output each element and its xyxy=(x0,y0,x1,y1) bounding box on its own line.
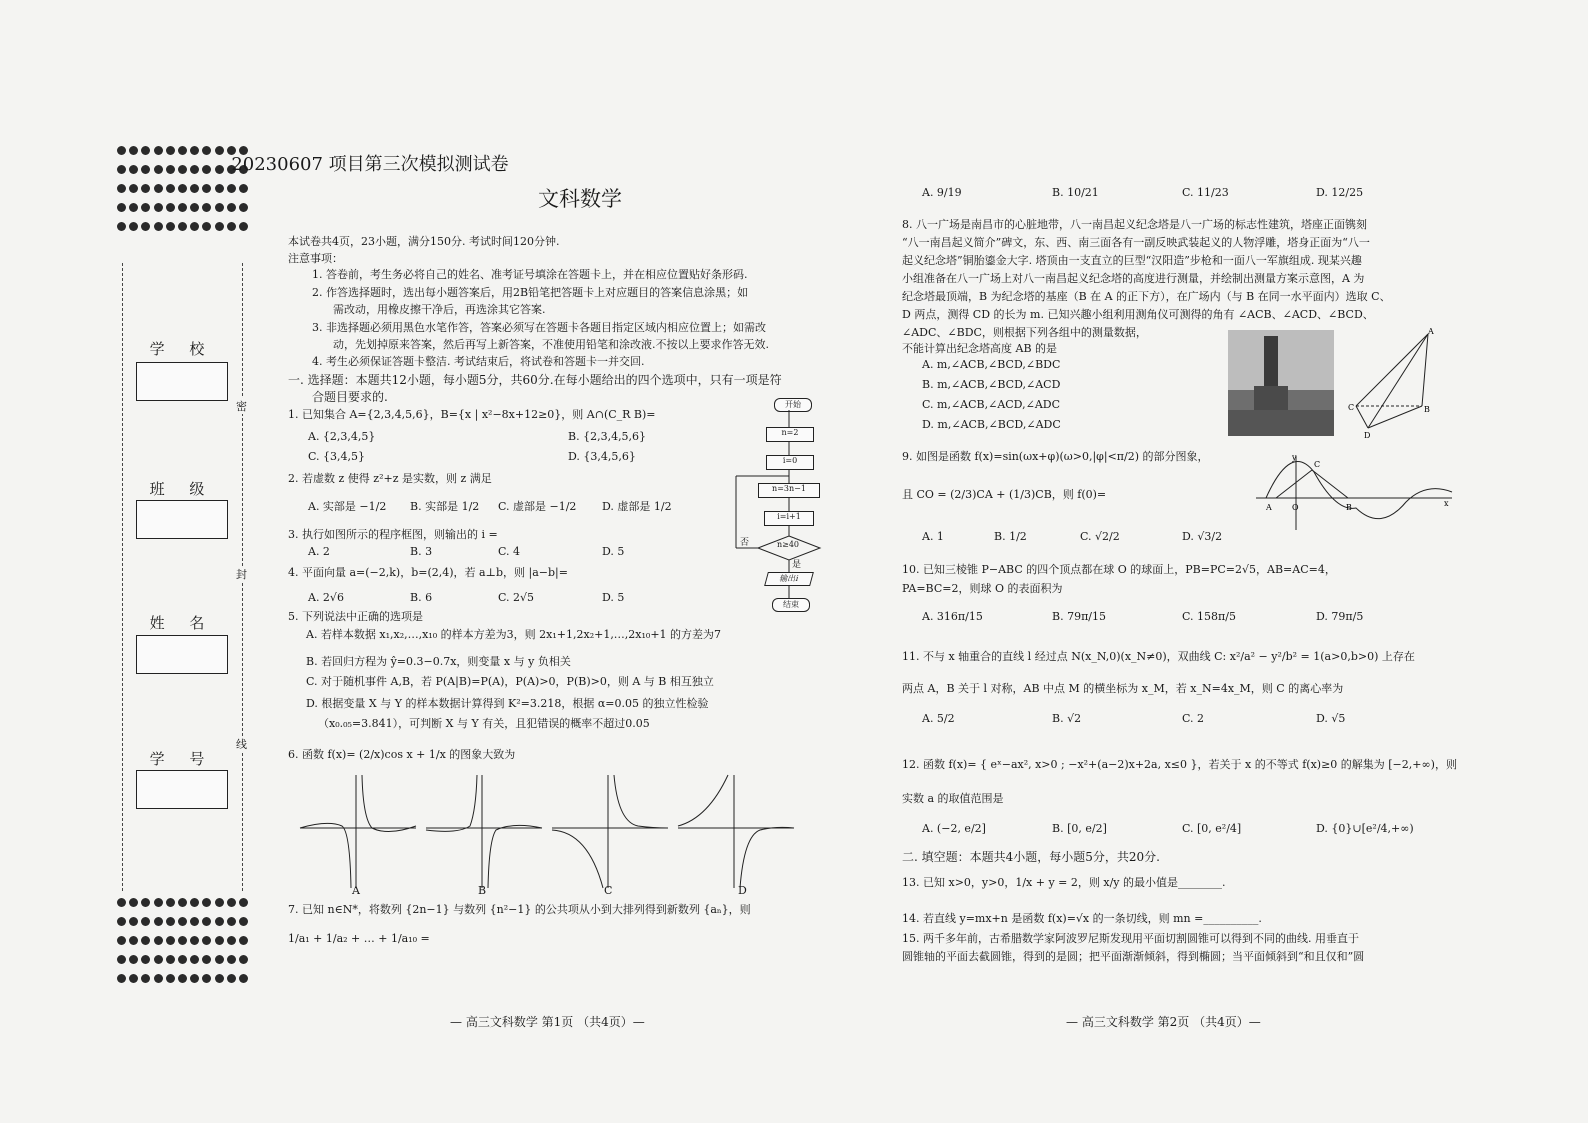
question-9: 9. 如图是函数 f(x)=sin(ωx+φ)(ω>0,|φ|<π/2) 的部分图象， xyxy=(902,450,1209,463)
q9-option-a: A. 1 xyxy=(922,530,944,543)
decorative-dot xyxy=(190,898,199,907)
decorative-dot xyxy=(166,184,175,193)
decorative-dot xyxy=(215,936,224,945)
decorative-dot xyxy=(239,917,248,926)
decorative-dot xyxy=(202,974,211,983)
section2-heading: 二. 填空题：本题共4小题，每小题5分，共20分. xyxy=(902,850,1160,864)
q8-option-d: D. m,∠ACB,∠BCD,∠ADC xyxy=(922,418,1061,431)
notice-4: 4. 考生必须保证答题卡整洁. 考试结束后，将试卷和答题卡一并交回. xyxy=(312,355,645,368)
decorative-dot xyxy=(239,974,248,983)
q8-line-6: D 两点，测得 CD 的长为 m. 已知兴趣小组利用测角仪可测得的角有 ∠ACB、∠ACD、∠BCD、 xyxy=(902,308,1374,321)
flow-n-init: n=2 xyxy=(766,427,814,442)
question-15-line-2: 圆锥轴的平面去截圆锥，得到的是圆；把平面渐渐倾斜，得到椭圆；当平面倾斜到“和且仅和”圆 xyxy=(902,950,1365,963)
question-10-cond: PA=BC=2，则球 O 的表面积为 xyxy=(902,582,1063,595)
svg-text:C: C xyxy=(1314,460,1321,469)
decorative-dot xyxy=(154,184,163,193)
decorative-dot xyxy=(117,222,126,231)
decorative-dot xyxy=(117,184,126,193)
decorative-dot xyxy=(154,917,163,926)
q10-option-a: A. 316π/15 xyxy=(922,610,983,623)
q3-option-d: D. 5 xyxy=(602,545,625,558)
decorative-dot xyxy=(166,898,175,907)
q6-label-b: B xyxy=(478,884,487,897)
decorative-dot xyxy=(227,898,236,907)
q7-option-a: A. 9/19 xyxy=(922,186,962,199)
flow-no-label: 否 xyxy=(740,538,750,548)
q12-option-a: A. (−2, e/2] xyxy=(922,822,986,835)
tetrahedron-diagram xyxy=(1346,328,1436,440)
flow-i-init: i=0 xyxy=(766,455,814,470)
question-7: 7. 已知 n∈N*，将数列 {2n−1} 与数列 {n²−1} 的公共项从小到大排列得到新数列 {aₙ}，则 xyxy=(288,903,751,916)
decorative-dot xyxy=(190,184,199,193)
notice-1: 1. 答卷前，考生务必将自己的姓名、准考证号填涂在答题卡上，并在相应位置贴好条形码. xyxy=(312,268,748,281)
decorative-dot xyxy=(166,936,175,945)
decorative-dot xyxy=(166,203,175,212)
decorative-dot xyxy=(202,184,211,193)
decorative-dot xyxy=(117,955,126,964)
q11-option-b: B. √2 xyxy=(1052,712,1082,725)
decorative-dot xyxy=(215,974,224,983)
q10-option-d: D. 79π/5 xyxy=(1316,610,1364,623)
exam-subject: 文科数学 xyxy=(538,187,622,211)
decorative-dot xyxy=(129,222,138,231)
q5-option-b: B. 若回归方程为 ŷ=0.3−0.7x，则变量 x 与 y 负相关 xyxy=(306,655,571,668)
decorative-dot xyxy=(239,936,248,945)
q5-option-a: A. 若样本数据 x₁,x₂,…,x₁₀ 的样本方差为3，则 2x₁+1,2x₂+1,…,2x₁₀+1 的方差为7 xyxy=(306,628,722,641)
decorative-dot xyxy=(202,203,211,212)
q8-option-b: B. m,∠ACB,∠BCD,∠ACD xyxy=(922,378,1061,391)
sine-graph xyxy=(1256,452,1456,532)
decorative-dot xyxy=(227,203,236,212)
decorative-dot xyxy=(239,955,248,964)
decorative-dot xyxy=(227,917,236,926)
decorative-dot xyxy=(178,222,187,231)
question-11-cond: 两点 A，B 关于 l 对称，AB 中点 M 的横坐标为 x_M，若 x_N=4x_M，则 C 的离心率为 xyxy=(902,682,1344,695)
decorative-dot xyxy=(178,955,187,964)
svg-text:A: A xyxy=(1428,328,1434,336)
q12-option-c: C. [0, e²/4] xyxy=(1182,822,1242,835)
decorative-dot xyxy=(190,917,199,926)
decorative-dot xyxy=(215,184,224,193)
decorative-dot xyxy=(227,184,236,193)
decorative-dot xyxy=(129,955,138,964)
q8-line-1: 8. 八一广场是南昌市的心脏地带，八一南昌起义纪念塔是八一广场的标志性建筑，塔座正面镌刻 xyxy=(902,218,1367,231)
question-1: 1. 已知集合 A={2,3,4,5,6}，B={x | x²−8x+12≥0}，则 A∩(C_R B)= xyxy=(288,408,656,421)
decorative-dot xyxy=(141,184,150,193)
q11-option-d: D. √5 xyxy=(1316,712,1346,725)
svg-text:y: y xyxy=(1292,453,1297,462)
q6-label-d: D xyxy=(738,884,747,897)
decorative-dot xyxy=(154,222,163,231)
flow-yes-label: 是 xyxy=(792,560,802,570)
decorative-dot xyxy=(202,898,211,907)
q4-option-a: A. 2√6 xyxy=(308,591,344,604)
q11-option-c: C. 2 xyxy=(1182,712,1205,725)
name-label: 姓 名 xyxy=(149,614,215,632)
student-id-label: 学 号 xyxy=(149,750,215,768)
flow-i-update: i=i+1 xyxy=(764,511,814,526)
decorative-dot xyxy=(178,974,187,983)
svg-text:O: O xyxy=(1292,503,1299,512)
q1-option-b: B. {2,3,4,5,6} xyxy=(568,430,647,443)
decorative-dot xyxy=(166,222,175,231)
decorative-dot xyxy=(166,974,175,983)
q8-option-a: A. m,∠ACB,∠BCD,∠BDC xyxy=(922,358,1061,371)
q2-option-a: A. 实部是 −1/2 xyxy=(308,500,387,513)
decorative-dot xyxy=(129,974,138,983)
decorative-dot xyxy=(190,955,199,964)
question-12-cond: 实数 a 的取值范围是 xyxy=(902,792,1004,805)
q10-option-c: C. 158π/5 xyxy=(1182,610,1236,623)
svg-text:B: B xyxy=(1424,405,1430,414)
decorative-dot xyxy=(129,203,138,212)
notice-3-cont: 动，先划掉原来答案，然后再写上新答案，不准使用铅笔和涂改液.不按以上要求作答无效. xyxy=(333,338,769,351)
q5-option-d: D. 根据变量 X 与 Y 的样本数据计算得到 K²=3.218，根据 α=0.05 的独立性检验 xyxy=(306,697,709,710)
svg-text:A: A xyxy=(1266,503,1272,512)
decorative-dot xyxy=(215,917,224,926)
q8-line-2: “八一南昌起义简介”碑文，东、西、南三面各有一副反映武装起义的人物浮雕，塔身正面为“八一 xyxy=(902,236,1370,249)
decorative-dot xyxy=(215,222,224,231)
svg-text:x: x xyxy=(1444,499,1449,508)
flow-end: 结束 xyxy=(772,598,810,612)
svg-text:C: C xyxy=(1348,403,1355,412)
q8-line-3: 起义纪念塔”铜胎鎏金大字. 塔顶由一支直立的巨型“汉阳造”步枪和一面八一军旗组成. 现某兴趣 xyxy=(902,254,1362,267)
notice-2-cont: 需改动，用橡皮擦干净后，再选涂其它答案. xyxy=(333,303,546,316)
decorative-dot xyxy=(215,203,224,212)
q8-option-c: C. m,∠ACB,∠ACD,∠ADC xyxy=(922,398,1060,411)
decorative-dot xyxy=(239,184,248,193)
decorative-dot xyxy=(178,184,187,193)
decorative-dot xyxy=(129,917,138,926)
q2-option-b: B. 实部是 1/2 xyxy=(410,500,480,513)
exam-title: 20230607 项目第三次模拟测试卷 xyxy=(231,154,509,175)
name-field[interactable] xyxy=(136,635,228,674)
decorative-dot xyxy=(202,222,211,231)
q6-label-a: A xyxy=(352,884,360,897)
page1-footer: — 高三文科数学 第1页 （共4页）— xyxy=(450,1015,645,1029)
binding-line-left xyxy=(122,263,123,891)
q8-line-4: 小组准备在八一广场上对八一南昌起义纪念塔的高度进行测量，并绘制出测量方案示意图，A 为 xyxy=(902,272,1365,285)
q2-option-d: D. 虚部是 1/2 xyxy=(602,500,672,513)
decorative-dot xyxy=(141,898,150,907)
q3-option-a: A. 2 xyxy=(308,545,330,558)
question-5: 5. 下列说法中正确的选项是 xyxy=(288,610,423,623)
decorative-dot xyxy=(202,936,211,945)
decorative-dot xyxy=(178,936,187,945)
q9-option-c: C. √2/2 xyxy=(1080,530,1120,543)
class-label: 班 级 xyxy=(149,480,215,498)
q3-option-c: C. 4 xyxy=(498,545,521,558)
q8-line-7: ∠ADC、∠BDC，则根据下列各组中的测量数据， xyxy=(902,326,1147,339)
q9-option-b: B. 1/2 xyxy=(994,530,1027,543)
question-10: 10. 已知三棱锥 P−ABC 的四个顶点都在球 O 的球面上，PB=PC=2√5，AB=AC=4， xyxy=(902,563,1336,576)
notice-heading: 注意事项： xyxy=(288,252,343,265)
decorative-dot xyxy=(117,898,126,907)
decorative-dot xyxy=(227,955,236,964)
decorative-dot xyxy=(215,898,224,907)
q2-option-c: C. 虚部是 −1/2 xyxy=(498,500,577,513)
seal-char-mi: 密 xyxy=(236,400,247,413)
page2-footer: — 高三文科数学 第2页 （共4页）— xyxy=(1066,1015,1261,1029)
decorative-dot xyxy=(154,936,163,945)
decorative-dot xyxy=(166,955,175,964)
q4-option-b: B. 6 xyxy=(410,591,433,604)
question-14: 14. 若直线 y=mx+n 是函数 f(x)=√x 的一条切线，则 mn =__________. xyxy=(902,912,1262,925)
notice-3: 3. 非选择题必须用黑色水笔作答，答案必须写在答题卡各题目指定区域内相应位置上；如需改 xyxy=(312,321,766,334)
q10-option-b: B. 79π/15 xyxy=(1052,610,1107,623)
flow-n-update: n=3n−1 xyxy=(758,483,820,498)
decorative-dot xyxy=(129,936,138,945)
question-2: 2. 若虚数 z 使得 z²+z 是实数，则 z 满足 xyxy=(288,472,492,485)
decorative-dot xyxy=(154,203,163,212)
q5-option-c: C. 对于随机事件 A,B，若 P(A|B)=P(A)，P(A)>0，P(B)>0，则 A 与 B 相互独立 xyxy=(306,675,714,688)
question-12: 12. 函数 f(x)= { eˣ−ax², x>0 ; −x²+(a−2)x+2a, x≤0 }，若关于 x 的不等式 f(x)≥0 的解集为 [−2,+∞)，则 xyxy=(902,758,1457,771)
flowchart-connectors xyxy=(730,410,830,600)
decorative-dots-bottom xyxy=(117,898,251,983)
decorative-dot xyxy=(117,936,126,945)
decorative-dot xyxy=(166,917,175,926)
q7-option-b: B. 10/21 xyxy=(1052,186,1099,199)
q3-option-b: B. 3 xyxy=(410,545,433,558)
decorative-dot xyxy=(227,974,236,983)
decorative-dot xyxy=(117,917,126,926)
school-field[interactable] xyxy=(136,362,228,401)
section1-heading: 一. 选择题：本题共12小题，每小题5分，共60分.在每小题给出的四个选项中，只有一项是符 xyxy=(288,373,782,387)
q12-option-d: D. {0}∪[e²/4,+∞) xyxy=(1316,822,1414,835)
decorative-dot xyxy=(117,203,126,212)
decorative-dot xyxy=(190,974,199,983)
student-id-field[interactable] xyxy=(136,770,228,809)
q8-line-8: 不能计算出纪念塔高度 AB 的是 xyxy=(902,342,1058,355)
question-15-line-1: 15. 两千多年前，古希腊数学家阿波罗尼斯发现用平面切割圆锥可以得到不同的曲线. 用垂直于 xyxy=(902,932,1359,945)
intro-text: 本试卷共4页，23小题，满分150分. 考试时间120分钟. xyxy=(288,235,560,248)
seal-char-xian: 线 xyxy=(236,738,247,751)
question-6: 6. 函数 f(x)= (2/x)cos x + 1/x 的图象大致为 xyxy=(288,748,516,761)
decorative-dot xyxy=(215,955,224,964)
decorative-dot xyxy=(154,955,163,964)
q11-option-a: A. 5/2 xyxy=(922,712,955,725)
decorative-dot xyxy=(129,898,138,907)
question-13: 13. 已知 x>0，y>0，1/x + y = 2，则 x/y 的最小值是________. xyxy=(902,876,1226,889)
q4-option-d: D. 5 xyxy=(602,591,625,604)
decorative-dot xyxy=(178,203,187,212)
decorative-dot xyxy=(239,898,248,907)
decorative-dot xyxy=(117,974,126,983)
notice-2: 2. 作答选择题时，选出每小题答案后，用2B铅笔把答题卡上对应题目的答案信息涂黑；如 xyxy=(312,286,749,299)
decorative-dot xyxy=(154,898,163,907)
decorative-dot xyxy=(141,955,150,964)
decorative-dot xyxy=(154,974,163,983)
decorative-dot xyxy=(178,917,187,926)
decorative-dot xyxy=(129,184,138,193)
monument-photo xyxy=(1228,330,1334,436)
q7-option-c: C. 11/23 xyxy=(1182,186,1229,199)
decorative-dot xyxy=(227,936,236,945)
flow-condition: n≥40 xyxy=(776,540,800,549)
q12-option-b: B. [0, e/2] xyxy=(1052,822,1107,835)
q1-option-d: D. {3,4,5,6} xyxy=(568,450,636,463)
q6-label-c: C xyxy=(604,884,613,897)
question-3: 3. 执行如图所示的程序框图，则输出的 i = xyxy=(288,528,498,541)
question-9-cond: 且 CO = (2/3)CA + (1/3)CB，则 f(0)= xyxy=(902,488,1107,501)
class-field[interactable] xyxy=(136,500,228,539)
q1-option-c: C. {3,4,5} xyxy=(308,450,366,463)
q8-line-5: 纪念塔最顶端，B 为纪念塔的基座（B 在 A 的正下方），在广场内（与 B 在同一水平面内）选取 C、 xyxy=(902,290,1391,303)
q4-option-c: C. 2√5 xyxy=(498,591,535,604)
svg-text:D: D xyxy=(1364,431,1371,440)
decorative-dot xyxy=(141,917,150,926)
decorative-dot xyxy=(178,898,187,907)
seal-char-feng: 封 xyxy=(236,568,247,581)
decorative-dot xyxy=(202,917,211,926)
flow-start: 开始 xyxy=(774,398,812,412)
decorative-dot xyxy=(141,936,150,945)
decorative-dot xyxy=(141,974,150,983)
decorative-dot xyxy=(239,203,248,212)
q9-option-d: D. √3/2 xyxy=(1182,530,1223,543)
question-4: 4. 平面向量 a=(−2,k)，b=(2,4)，若 a⊥b，则 |a−b|= xyxy=(288,566,568,579)
decorative-dot xyxy=(239,222,248,231)
decorative-dot xyxy=(202,955,211,964)
q7-option-d: D. 12/25 xyxy=(1316,186,1364,199)
section1-heading-cont: 合题目要求的. xyxy=(312,390,388,404)
flow-output: 输出i xyxy=(764,572,814,586)
q5-option-d-cont: （x₀.₀₅=3.841），可判断 X 与 Y 有关，且犯错误的概率不超过0.05 xyxy=(318,717,650,730)
decorative-dot xyxy=(227,222,236,231)
decorative-dot xyxy=(190,203,199,212)
svg-text:B: B xyxy=(1346,503,1352,512)
question-11: 11. 不与 x 轴重合的直线 l 经过点 N(x_N,0)(x_N≠0)，双曲线 C: x²/a² − y²/b² = 1(a>0,b>0) 上存在 xyxy=(902,650,1415,663)
question-7-sum: 1/a₁ + 1/a₂ + … + 1/a₁₀ = xyxy=(288,932,430,945)
school-label: 学 校 xyxy=(149,340,215,358)
decorative-dot xyxy=(141,222,150,231)
decorative-dot xyxy=(190,222,199,231)
q6-graphs xyxy=(298,770,798,895)
decorative-dot xyxy=(141,203,150,212)
decorative-dot xyxy=(190,936,199,945)
q1-option-a: A. {2,3,4,5} xyxy=(308,430,376,443)
